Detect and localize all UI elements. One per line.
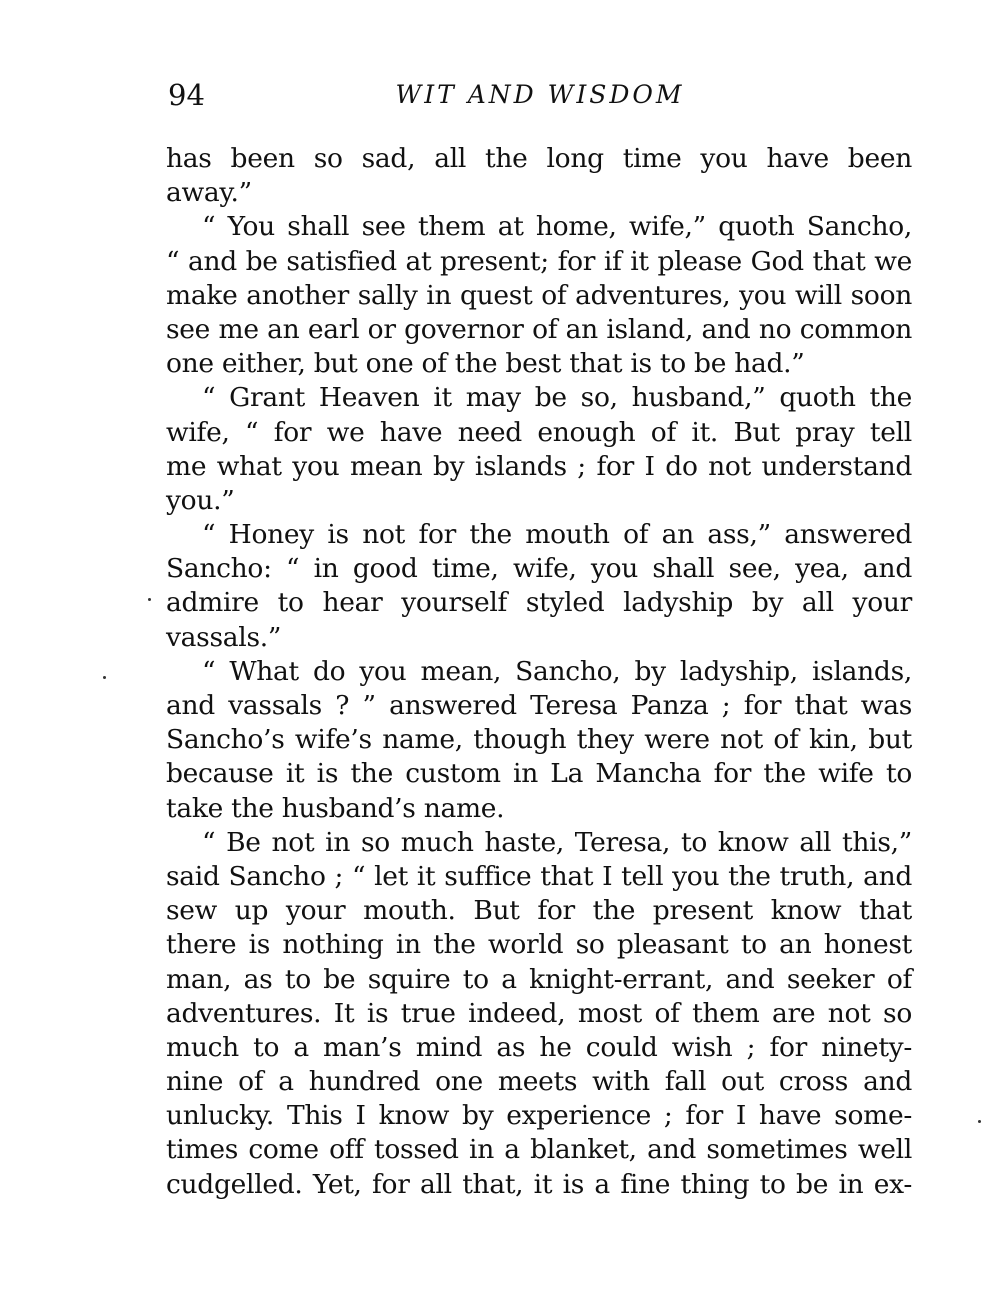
- ink-speck: [148, 598, 151, 601]
- text-line: has been so sad, all the long time you have been: [166, 143, 912, 174]
- text-line: there is nothing in the world so pleasant to an honest: [166, 929, 912, 961]
- text-line: “ What do you mean, Sancho, by ladyship, islands,: [202, 655, 912, 687]
- text-line: Sancho: “ in good time, wife, you shall see, yea, and: [166, 553, 912, 585]
- text-line: adventures. It is true indeed, most of them are not so: [166, 997, 912, 1029]
- text-line: one either, but one of the best that is to be had.”: [166, 348, 805, 380]
- page-header: [168, 78, 912, 118]
- text-line: Sancho’s wife’s name, though they were not of kin, but: [166, 724, 912, 756]
- text-line: “ You shall see them at home, wife,” quoth Sancho,: [202, 211, 912, 243]
- text-line: “ Be not in so much haste, Teresa, to know all this,”: [202, 826, 912, 858]
- text-line: sew up your mouth. But for the present know that: [166, 895, 912, 927]
- text-line: nine of a hundred one meets with fall out cross and: [166, 1066, 912, 1098]
- page-number: 94: [168, 78, 205, 112]
- text-line: because it is the custom in La Mancha for the wife to: [166, 758, 912, 790]
- text-line: me what you mean by islands ; for I do not understand: [166, 450, 912, 482]
- running-title: WIT AND WISDOM: [395, 80, 685, 109]
- text-line: you.”: [166, 484, 235, 516]
- text-line: wife, “ for we have need enough of it. But pray tell: [166, 416, 912, 448]
- text-line: see me an earl or governor of an island, and no common: [166, 313, 912, 345]
- text-line: “ and be satisfied at present; for if it please God that we: [166, 245, 912, 277]
- text-line: unlucky. This I know by experience ; for I have some-: [166, 1100, 912, 1132]
- text-line: take the husband’s name.: [166, 792, 505, 824]
- text-line: said Sancho ; “ let it suffice that I tell you the truth, and: [166, 860, 912, 892]
- text-line: away.”: [166, 177, 252, 209]
- text-line: times come off tossed in a blanket, and sometimes well: [166, 1134, 912, 1166]
- text-line: vassals.”: [166, 621, 282, 653]
- body-text: [166, 142, 912, 1202]
- text-line: make another sally in quest of adventures, you will soon: [166, 279, 912, 311]
- text-line: man, as to be squire to a knight-errant, and seeker of: [166, 963, 912, 995]
- text-line: “ Grant Heaven it may be so, husband,” quoth the: [202, 382, 912, 414]
- text-line: “ Honey is not for the mouth of an ass,” answered: [202, 519, 912, 551]
- text-line: admire to hear yourself styled ladyship by all your: [166, 587, 912, 619]
- ink-speck: [978, 1120, 981, 1123]
- text-line: and vassals ? ” answered Teresa Panza ; for that was: [166, 690, 912, 721]
- text-line: cudgelled. Yet, for all that, it is a fine thing to be in ex-: [166, 1168, 912, 1200]
- ink-speck: [103, 676, 106, 679]
- text-line: much to a man’s mind as he could wish ; for ninety-: [166, 1031, 912, 1063]
